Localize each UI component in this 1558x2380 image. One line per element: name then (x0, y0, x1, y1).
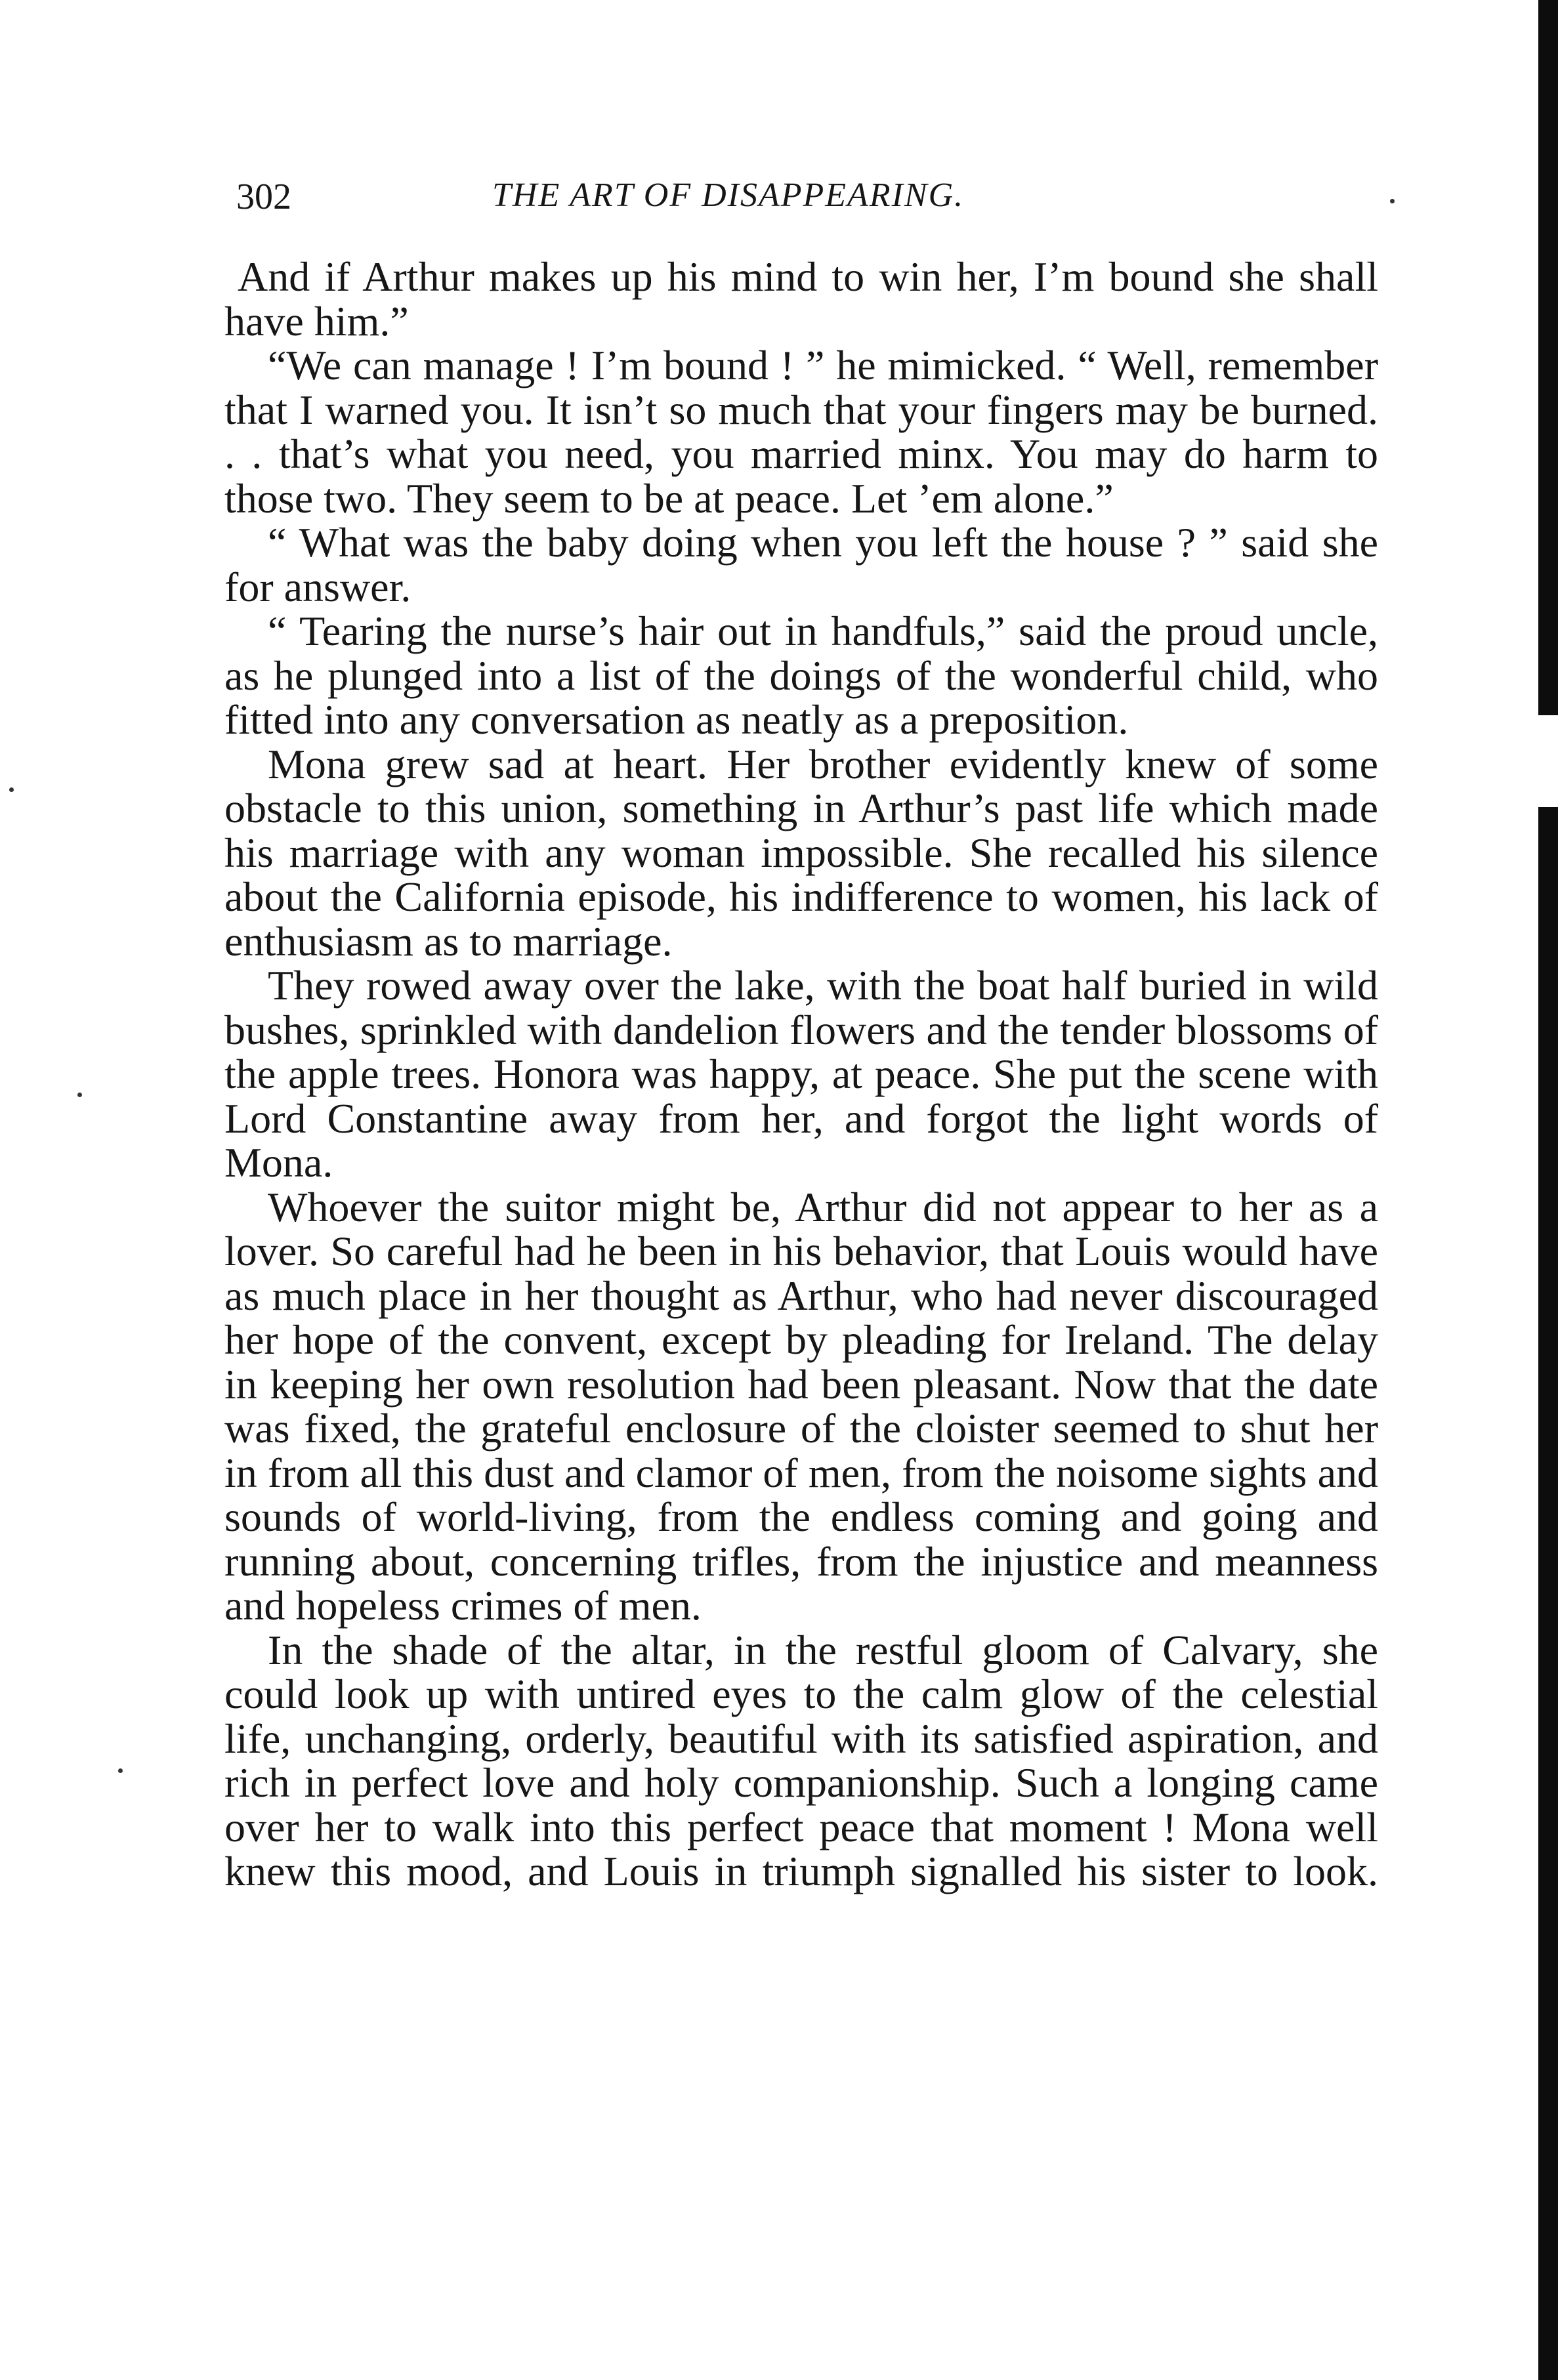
body-text (224, 255, 1378, 1894)
print-speck (118, 1768, 123, 1773)
running-title: THE ART OF DISAPPEARING. (492, 177, 965, 214)
paragraph: “ Tearing the nurse’s hair out in handfuls,” said the proud uncle, as he plunged into a list of the doings of the wonderful child, who fitted into any conversation as neatly as a preposition. (224, 608, 1378, 743)
print-speck (77, 1093, 82, 1097)
paragraph: Mona grew sad at heart. Her brother evidently knew of some obstacle to this union, something in Arthur’s past life which made his marriage with any woman impossible. She recalled his silence about the California episode, his indifference to women, his lack of enthusiasm as to marriage. (224, 740, 1378, 965)
paragraph: “ What was the baby doing when you left the house ? ” said she for answer. (224, 519, 1378, 610)
paragraph: In the shade of the altar, in the restful gloom of Calvary, she could look up with untired eyes to the calm glow of the celestial life, unchanging, orderly, beautiful with its satisfied aspiration, and rich in perfect love and holy companionship. Such a longing came over her to walk into this perfect peace that moment ! Mona well knew this mood, and Louis in triumph signalled his sister to look. (224, 1626, 1378, 1894)
paragraph: Whoever the suitor might be, Arthur did not appear to her as a lover. So careful had he been in his behavior, that Louis would have as much place in her thought as Arthur, who had never discouraged her hope of the convent, except by pleading for Ireland. The delay in keeping her own resolution had been pleasant. Now that the date was fixed, the grateful enclosure of the cloister seemed to shut her in from all this dust and clamor of men, from the noisome sights and sounds of world-living, from the endless coming and going and running about, concerning trifles, from the injustice and meanness and hopeless crimes of men. (224, 1183, 1378, 1629)
paragraph: They rowed away over the lake, with the boat half buried in wild bushes, sprinkled with dandelion flowers and the tender blossoms of the apple trees. Honora was happy, at peace. She put the scene with Lord Constantine away from her, and forgot the light words of Mona. (224, 962, 1378, 1186)
print-speck (9, 787, 14, 792)
paragraph: “We can manage ! I’m bound ! ” he mimicked. “ Well, remember that I warned you. It isn’t so much that your fingers may be burned. . . that’s what you need, you married minx. You may do harm to those two. They seem to be at peace. Let ’em alone.” (224, 342, 1378, 522)
page-number: 302 (236, 177, 291, 217)
binding-shadow (1538, 0, 1558, 715)
paragraph: And if Arthur makes up his mind to win her, I’m bound she shall have him.” (224, 253, 1378, 344)
running-header (236, 176, 1404, 228)
binding-shadow (1538, 807, 1558, 2380)
